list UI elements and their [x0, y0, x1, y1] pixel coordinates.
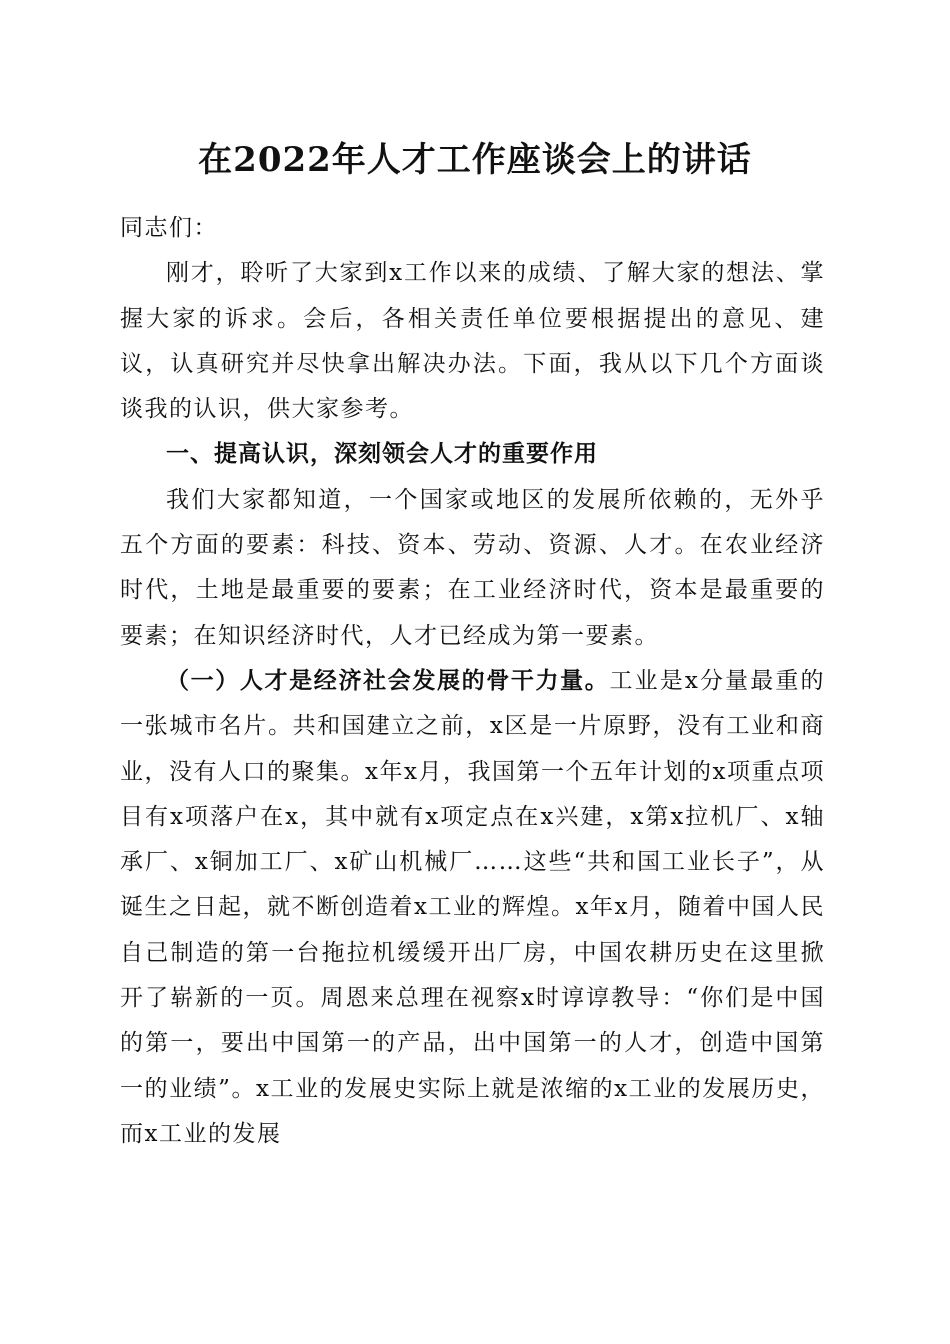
section-heading: 一、提高认识，深刻领会人才的重要作用 [166, 441, 598, 468]
subsection-text: 工业是x分量最重的一张城市名片。共和国建立之前，x区是一片原野，没有工业和商业，没有人口的聚集。x年x月，我国第一个五年计划的x项重点项目有x项落户在x，其中就有x项定点在x兴建，x第x拉机厂、x轴承厂、x铜加工厂、x矿山机械厂……这些“共和国工业长子”，从诞生之日起，就不断创造着x工业的辉煌。x年x月，随着中国人民自己制造的第一台拖拉机缓缓开出厂房，中国农耕历史在这里掀开了崭新的一页。周恩来总理在视察x时谆谆教导：“你们是中国的第一，要出中国第一的产品，出中国第一的人才，创造中国第一的业绩”。x工业的发展史实际上就是浓缩的x工业的发展历史，而x工业的发展 [120, 667, 825, 1147]
document-title: 在2022年人才工作座谈会上的讲话 [198, 140, 752, 180]
intro-paragraph: 刚才，聆听了大家到x工作以来的成绩、了解大家的想法、掌握大家的诉求。会后，各相关责任单位要根据提出的意见、建议，认真研究并尽快拿出解决办法。下面，我从以下几个方面谈谈我的认识，供大家参考。 [120, 260, 825, 423]
subsection-heading: （一）人才是经济社会发展的骨干力量。 [166, 667, 610, 694]
salutation: 同志们： [120, 215, 218, 241]
document-body [120, 206, 825, 1157]
subsection-paragraph [120, 659, 825, 1157]
section-paragraph: 我们大家都知道，一个国家或地区的发展所依赖的，无外乎五个方面的要素：科技、资本、劳动、资源、人才。在农业经济时代，土地是最重要的要素；在工业经济时代，资本是最重要的要素；在知识经济时代，人才已经成为第一要素。 [120, 486, 825, 649]
